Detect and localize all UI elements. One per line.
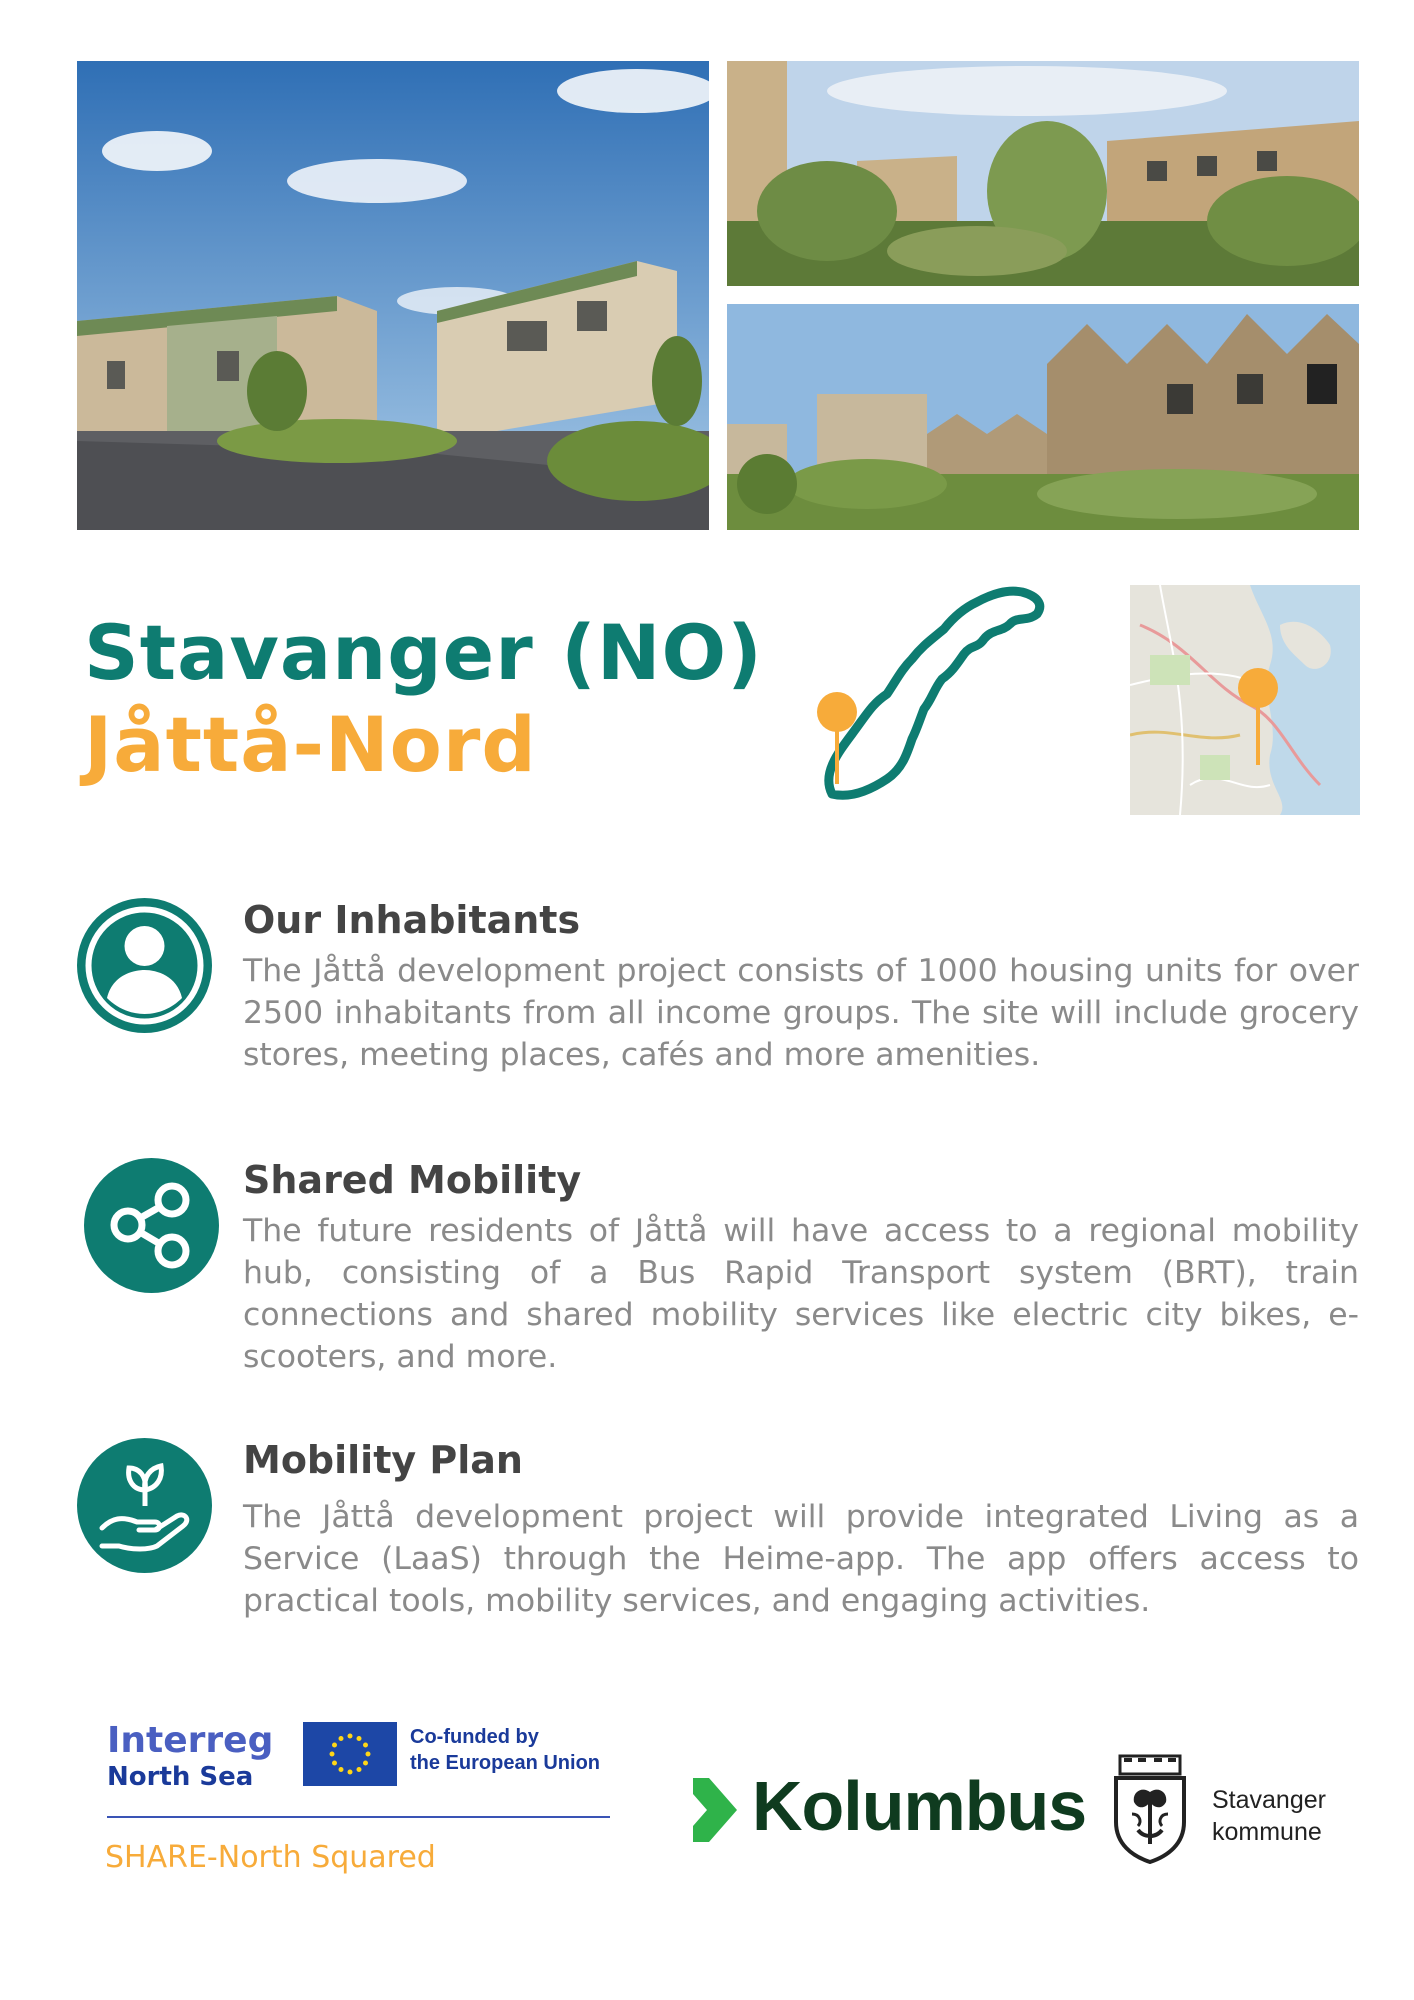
interreg-logo-region: North Sea bbox=[107, 1762, 254, 1792]
eu-line-2: the European Union bbox=[410, 1752, 600, 1774]
kommune-name-line-1: Stavanger bbox=[1212, 1786, 1326, 1814]
norway-map-icon bbox=[812, 584, 1048, 814]
share-icon bbox=[84, 1158, 219, 1293]
townhouses-playground-photo bbox=[727, 304, 1359, 530]
section-heading: Our Inhabitants bbox=[243, 898, 581, 942]
local-street-map bbox=[1130, 585, 1360, 815]
section-body: The future residents of Jåttå will have access to a regional mobility hub, consisting of a Bus Rapid Transport system (BRT), train connections and shared mobility services like electric city bikes, e-scooters, and more. bbox=[243, 1213, 1359, 1375]
section-body: The Jåttå development project will provide integrated Living as a Service (LaaS) through the Heime-app. The app offers access to practical tools, mobility services, and engaging activities. bbox=[243, 1499, 1359, 1619]
page-title: Stavanger (NO) bbox=[84, 608, 763, 697]
project-name: SHARE-North Squared bbox=[105, 1840, 436, 1875]
person-icon bbox=[77, 898, 212, 1033]
hand-plant-icon bbox=[77, 1438, 212, 1573]
eu-flag-icon bbox=[303, 1722, 397, 1786]
footer-divider bbox=[107, 1816, 610, 1818]
section-heading: Mobility Plan bbox=[243, 1438, 523, 1482]
eu-line-1: Co-funded by bbox=[410, 1726, 539, 1748]
interreg-logo-name: Interreg bbox=[107, 1720, 274, 1761]
section-body: The Jåttå development project consists of 1000 housing units for over 2500 inhabitants from all income groups. The site will include grocery stores, meeting places, cafés and more amenities. bbox=[243, 953, 1359, 1073]
kolumbus-chevron-icon bbox=[693, 1778, 737, 1842]
street-rendering-photo bbox=[77, 61, 709, 530]
stavanger-crest-icon bbox=[1112, 1752, 1188, 1864]
courtyard-garden-photo bbox=[727, 61, 1359, 286]
section-heading: Shared Mobility bbox=[243, 1158, 582, 1202]
eu-cofunded-text bbox=[410, 1724, 630, 1776]
page-subtitle: Jåttå-Nord bbox=[84, 700, 537, 789]
kolumbus-logo-text: Kolumbus bbox=[752, 1767, 1087, 1845]
kommune-name-line-2: kommune bbox=[1212, 1818, 1322, 1846]
